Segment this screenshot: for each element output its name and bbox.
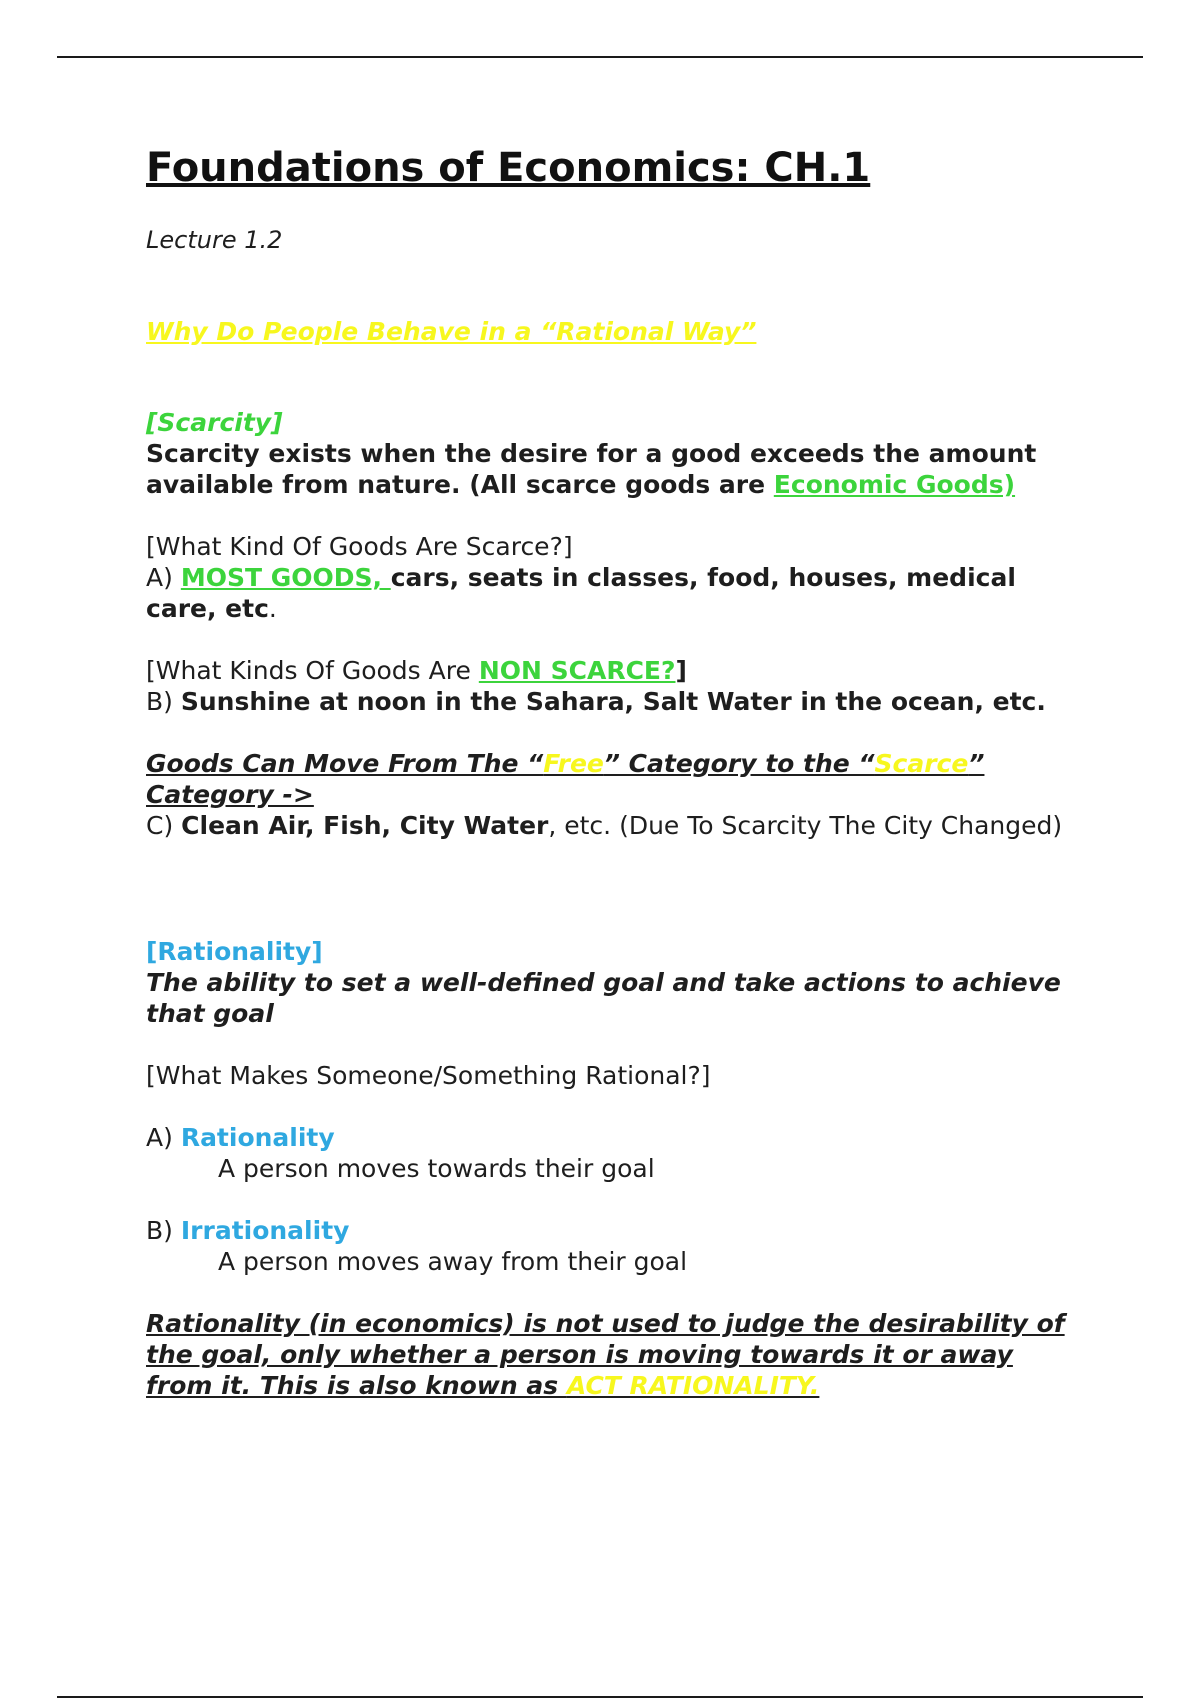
rationality-item-a [146, 1122, 1086, 1153]
rationality-term: Rationality [180, 1123, 335, 1152]
non-scarce-question [146, 655, 1086, 686]
answer-c-prefix: C) [146, 811, 182, 840]
why-heading [146, 316, 1086, 348]
bottom-rule [57, 1696, 1143, 1698]
scarce-highlight: Scarce [874, 749, 969, 778]
rational-question: [What Makes Someone/Something Rational?] [146, 1061, 711, 1090]
act-rationality-highlight: ACT RATIONALITY. [566, 1371, 820, 1400]
answer-b-prefix: B) [146, 687, 181, 716]
rationality-heading: [Rationality] [146, 937, 323, 966]
answer-a-end: . [268, 594, 277, 623]
non-scarce-highlight: NON SCARCE? [478, 656, 676, 685]
lecture-label: Lecture 1.2 [146, 226, 283, 254]
rationality-item-b [146, 1215, 1086, 1246]
irrationality-description: A person moves away from their goal [218, 1247, 688, 1276]
answer-b [146, 686, 1086, 717]
scarcity-definition-text: Scarcity exists when the desire for a good exceeds the amount available from nature. (All scarce goods are [146, 439, 1037, 499]
answer-c-text: , etc. (Due To Scarcity The City Changed) [548, 811, 1063, 840]
answer-b-text: Sunshine at noon in the Sahara, Salt Water in the ocean, etc. [180, 687, 1046, 716]
non-scarce-question-end: ] [675, 656, 687, 685]
scarce-goods-question: [What Kind Of Goods Are Scarce?] [146, 532, 573, 561]
why-heading-text: Why Do People Behave in a “Rational Way” [146, 317, 757, 346]
act-rationality-note [146, 1308, 1086, 1401]
act-rationality-note-text: Rationality (in economics) is not used to judge the desirability of the goal, only whether a person is moving towards it or away from it. This is also known as [146, 1309, 1065, 1400]
most-goods-highlight: MOST GOODS, [180, 563, 391, 592]
document-body [146, 140, 1086, 1401]
answer-a-prefix: A) [146, 563, 181, 592]
item-a-prefix: A) [146, 1123, 181, 1152]
rationality-description: A person moves towards their goal [218, 1154, 655, 1183]
move-text-3: ” Category -> [146, 749, 985, 809]
economic-goods-link: Economic Goods) [773, 470, 1016, 499]
free-highlight: Free [543, 749, 604, 778]
scarcity-heading: [Scarcity] [146, 408, 283, 437]
scarcity-definition [146, 438, 1086, 500]
category-move-heading [146, 748, 1086, 810]
answer-a [146, 562, 1086, 624]
answer-c-bold: Clean Air, Fish, City Water [181, 811, 549, 840]
item-b-prefix: B) [146, 1216, 181, 1245]
move-text-1: Goods Can Move From The “ [146, 749, 544, 778]
irrationality-term: Irrationality [180, 1216, 350, 1245]
answer-c [146, 810, 1086, 841]
top-rule [57, 56, 1143, 58]
move-text-2: ” Category to the “ [603, 749, 875, 778]
page-title: Foundations of Economics: CH.1 [146, 145, 871, 191]
non-scarce-question-prefix: [What Kinds Of Goods Are [146, 656, 479, 685]
answer-a-text: cars, seats in classes, food, houses, medical care, etc [146, 563, 1016, 623]
rationality-definition: The ability to set a well-defined goal and take actions to achieve that goal [146, 968, 1061, 1028]
